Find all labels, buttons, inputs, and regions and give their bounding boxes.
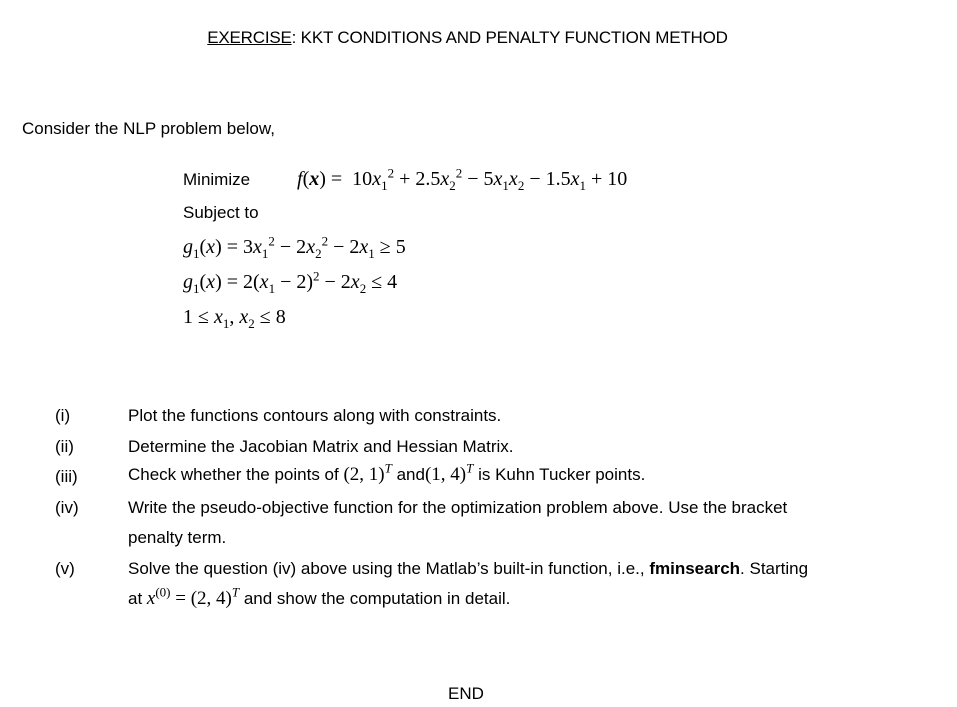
item-text-line1: Write the pseudo-objective function for the optimization problem above. Use the bracket: [128, 498, 788, 517]
fminsearch-keyword: fminsearch: [649, 559, 741, 578]
item-text: Determine the Jacobian Matrix and Hessian Matrix.: [128, 437, 514, 456]
objective-function: $f(x) = 10x_1^2 + 2.5x_2^2 - 5x_1x_2 - 1.5x_1 + 10$: [297, 165, 628, 193]
item-text-line1: Solve the question (iv) above using the Matlab’s built-in function, i.e., fminsearch. Starting: [128, 559, 809, 578]
intro-text: Consider the NLP problem below,: [22, 119, 275, 138]
item-text: Check whether the points of (2, 1)$^T$ and(1, 4)$^T$ is Kuhn Tucker points.: [128, 460, 646, 485]
constraint-1: $g_1(x) = 3x_1^2 - 2x_2^2 - 2x_1 \ge 5$: [183, 233, 406, 261]
constraint-2: $g_1(x) = 2(x_1 - 2)^2 - 2x_2 \le 4$: [183, 268, 398, 296]
item-number: (i): [55, 406, 71, 425]
item-text-line2: penalty term.: [128, 528, 227, 547]
bounds: $1 \le x_1$, $x_2 \le 8$: [183, 306, 286, 331]
title-rest: : KKT CONDITIONS AND PENALTY FUNCTION METHOD: [291, 28, 728, 47]
point-2: (1, 4)$^T$: [424, 460, 474, 485]
item-number: (v): [55, 559, 75, 578]
item-number: (iii): [55, 467, 78, 486]
starting-point: $x^{(0)} = (2$, 4)$^T$: [146, 584, 240, 609]
item-text-line2: at $x^{(0)} = (2$, 4)$^T$ and show the computation in detail.: [128, 584, 511, 609]
page-title: [0, 28, 935, 48]
end-label: END: [448, 684, 484, 703]
item-number: (iv): [55, 498, 79, 517]
item-text: Plot the functions contours along with constraints.: [128, 406, 502, 425]
minimize-label: Minimize: [183, 170, 251, 189]
title-prefix: EXERCISE: [207, 28, 292, 47]
point-1: (2, 1)$^T$: [343, 460, 392, 485]
item-number: (ii): [55, 437, 74, 456]
subject-to-label: Subject to: [183, 203, 259, 222]
